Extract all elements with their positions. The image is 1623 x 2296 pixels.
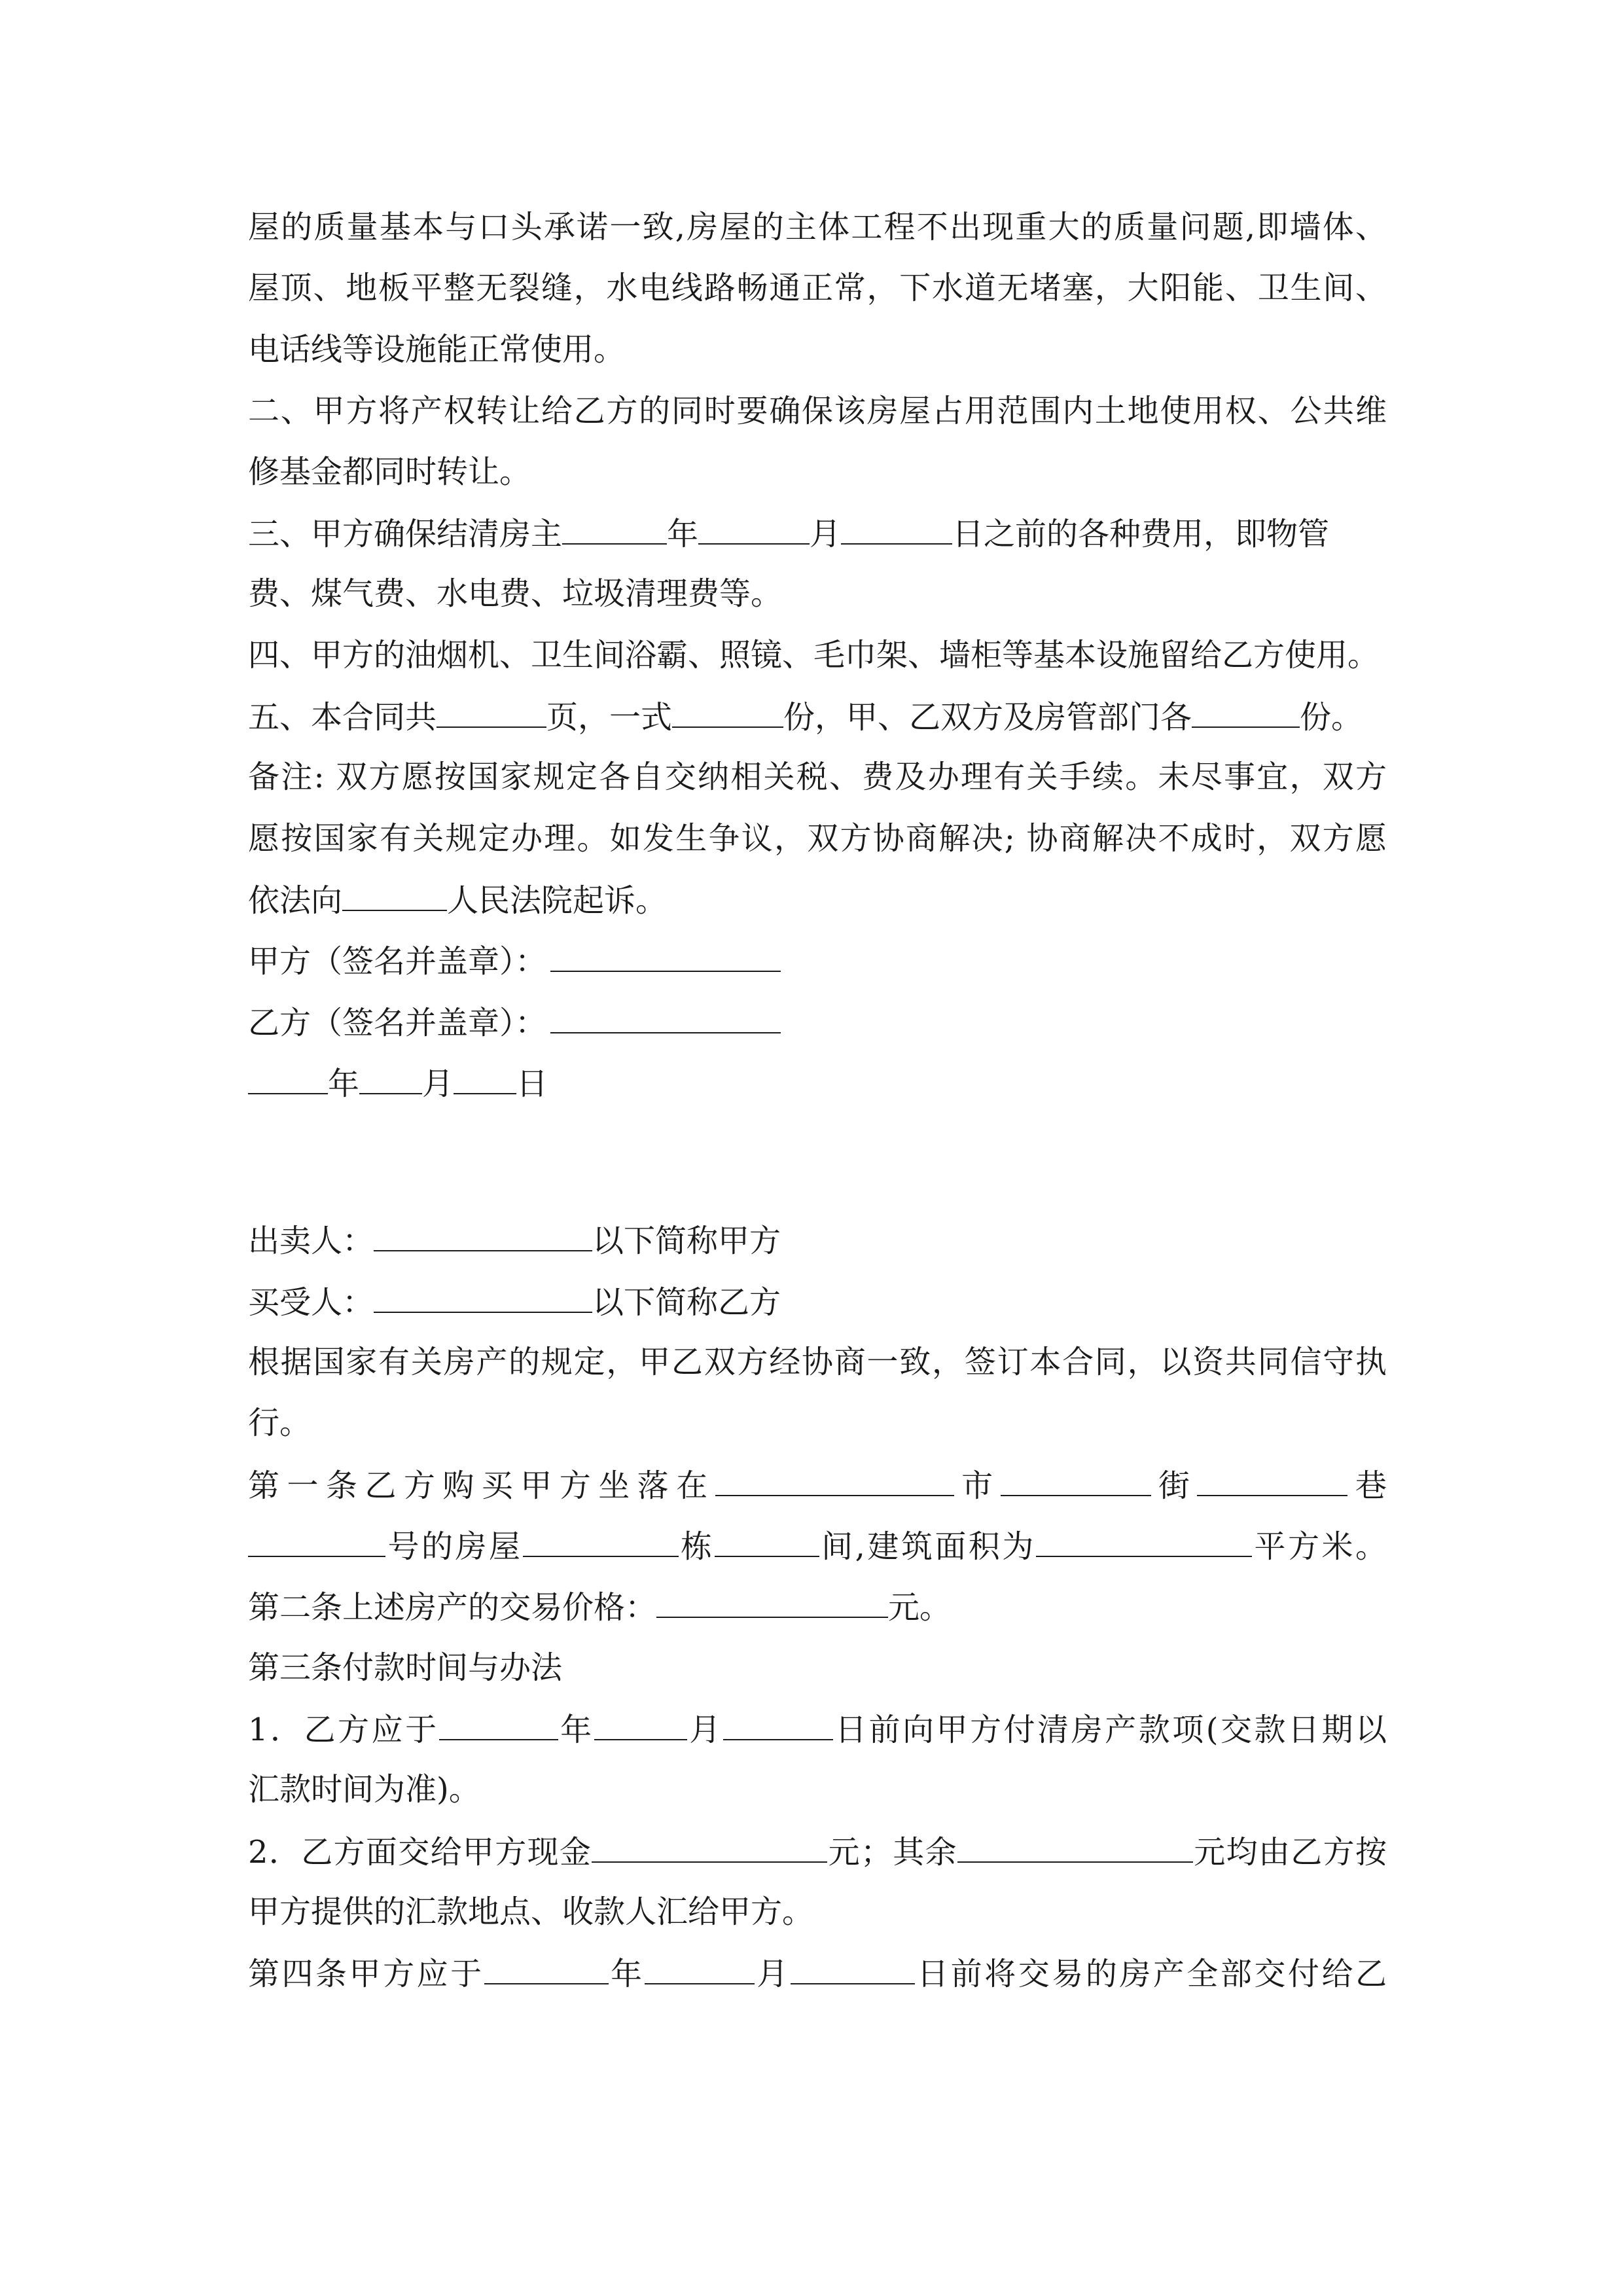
- blank-field[interactable]: [248, 1063, 328, 1094]
- blank-field[interactable]: [791, 1953, 915, 1984]
- signature-field[interactable]: [550, 1002, 781, 1033]
- clause-3-cont: 费、煤气费、水电费、垃圾清理费等。: [248, 575, 783, 612]
- blank-field[interactable]: [484, 1953, 609, 1984]
- blank-field[interactable]: [715, 1526, 819, 1557]
- buyer-line: 买受人： 以下简称乙方: [248, 1282, 781, 1321]
- payment-item-2: 2．乙方面交给甲方现金 元；其余 元均由乙方按: [248, 1831, 1387, 1871]
- blank-field[interactable]: [594, 1709, 687, 1740]
- signature-party-a: 甲方（签名并盖章）：: [248, 941, 781, 980]
- seller-line: 出卖人： 以下简称甲方: [248, 1220, 781, 1259]
- blank-field[interactable]: [437, 696, 546, 728]
- blank-field[interactable]: [374, 1282, 592, 1313]
- clause-5: 五、本合同共 页，一式 份，甲、乙双方及房管部门各 份。: [248, 696, 1363, 736]
- signature-field[interactable]: [550, 941, 781, 972]
- intro: 根据国家有关房产的规定，甲乙双方经协商一致，签订本合同，以资共同信守执: [248, 1344, 1387, 1380]
- text-line: 屋的质量基本与口头承诺一致,房屋的主体工程不出现重大的质量问题,即墙体、: [248, 209, 1387, 245]
- blank-field[interactable]: [248, 1526, 385, 1557]
- blank-field[interactable]: [715, 1465, 954, 1496]
- blank-field[interactable]: [1036, 1526, 1252, 1557]
- intro-cont: 行。: [248, 1405, 312, 1441]
- signature-party-b: 乙方（签名并盖章）：: [248, 1002, 781, 1041]
- note-cont: 依法向 人民法院起诉。: [248, 880, 667, 919]
- blank-field[interactable]: [723, 1709, 833, 1740]
- blank-field[interactable]: [374, 1220, 592, 1251]
- clause-4: 四、甲方的油烟机、卫生间浴霸、照镜、毛巾架、墙柜等基本设施留给乙方使用。: [248, 637, 1380, 673]
- blank-field[interactable]: [454, 1063, 516, 1094]
- text-line: 电话线等设施能正常使用。: [248, 331, 626, 368]
- blank-field[interactable]: [523, 1526, 679, 1557]
- article-1-cont: 号的房屋 栋 间,建筑面积为 平方米。: [248, 1526, 1387, 1565]
- blank-field[interactable]: [439, 1709, 558, 1740]
- article-2: 第二条上述房产的交易价格： 元。: [248, 1587, 951, 1626]
- blank-field[interactable]: [672, 696, 783, 728]
- blank-field[interactable]: [592, 1831, 827, 1863]
- blank-field[interactable]: [1001, 1465, 1151, 1496]
- article-1: 第一条乙方购买甲方坐落在 市 街 巷: [248, 1465, 1387, 1504]
- clause-2: 二、甲方将产权转让给乙方的同时要确保该房屋占用范围内土地使用权、公共维: [248, 393, 1387, 429]
- text-line: 屋顶、地板平整无裂缝，水电线路畅通正常，下水道无堵塞，大阳能、卫生间、: [248, 270, 1387, 306]
- blank-field[interactable]: [656, 1587, 888, 1618]
- article-3: 第三条付款时间与办法: [248, 1649, 563, 1686]
- blank-field[interactable]: [1192, 696, 1300, 728]
- note: 备注: 双方愿按国家规定各自交纳相关税、费及办理有关手续。未尽事宜，双方: [248, 759, 1387, 795]
- blank-field[interactable]: [645, 1953, 755, 1984]
- payment-item-1-cont: 汇款时间为准)。: [248, 1771, 480, 1808]
- signature-date: 年 月 日: [248, 1063, 548, 1102]
- clause-2-cont: 修基金都同时转让。: [248, 454, 531, 490]
- blank-field[interactable]: [359, 1063, 422, 1094]
- blank-field[interactable]: [342, 880, 447, 911]
- payment-item-2-cont: 甲方提供的汇款地点、收款人汇给甲方。: [248, 1893, 814, 1930]
- blank-field[interactable]: [1197, 1465, 1347, 1496]
- payment-item-1: 1．乙方应于 年 月 日前向甲方付清房产款项(交款日期以: [248, 1709, 1387, 1748]
- clause-3: 三、甲方确保结清房主 年 月 日之前的各种费用，即物管: [248, 513, 1329, 552]
- blank-field[interactable]: [562, 513, 667, 545]
- blank-field[interactable]: [698, 513, 810, 545]
- blank-field[interactable]: [957, 1831, 1193, 1863]
- article-4: 第四条甲方应于 年 月 日前将交易的房产全部交付给乙: [248, 1953, 1387, 1992]
- blank-field[interactable]: [841, 513, 952, 545]
- note-cont: 愿按国家有关规定办理。如发生争议，双方协商解决; 协商解决不成时，双方愿: [248, 820, 1387, 857]
